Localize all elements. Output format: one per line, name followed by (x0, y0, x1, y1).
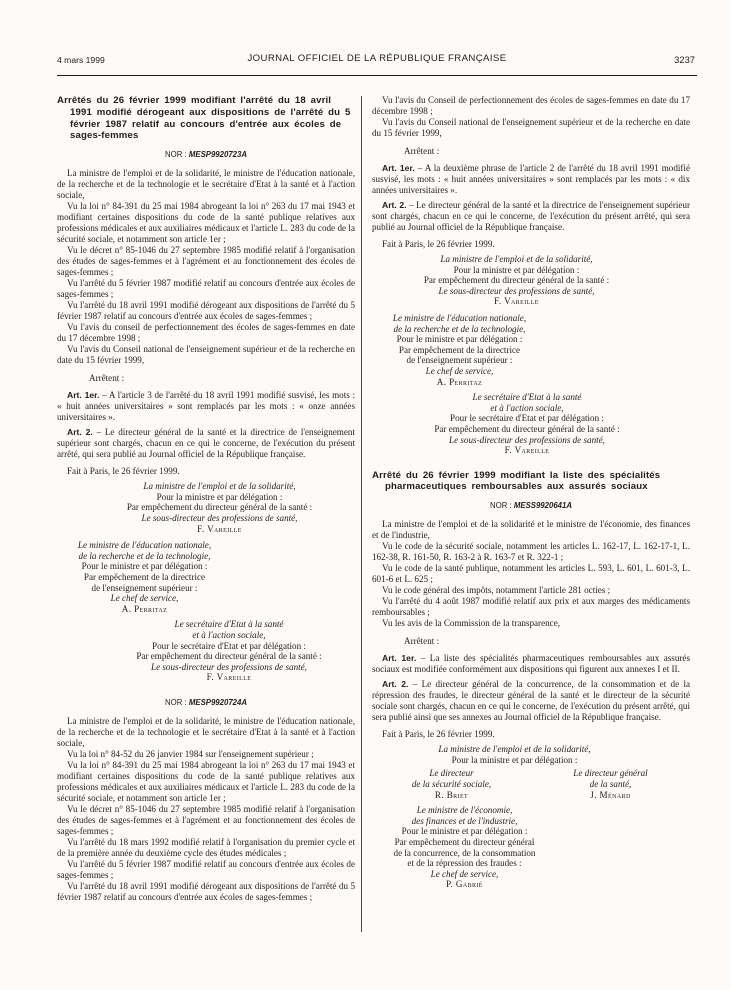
signature-line: Le chef de service, (110, 593, 179, 604)
article-text: – A la deuxième phrase de l'article 2 de l'arrêté du 18 avril 1991 modifié susvisé, les mots : « huit années universitaires » sont remplacés par les mots : « dix années universitaires ». (372, 163, 690, 195)
signer-name: P. Gabrié (446, 879, 483, 890)
column-divider-rule (361, 96, 362, 932)
paragraph: Vu l'arrêté du 5 février 1987 modifié relatif au concours d'entrée aux écoles de sages-femmes ; (57, 278, 355, 300)
signature-block-directeur-general-sante (531, 768, 690, 800)
signature-line: de la sécurité sociale, (411, 779, 492, 790)
article-2 (372, 679, 690, 723)
left-column (57, 95, 355, 903)
signature-line: et à l'action sociale, (490, 402, 564, 413)
nor-label: NOR : (490, 501, 512, 511)
signature-line: Pour le secrétaire d'Etat et par délégation : (152, 640, 306, 651)
signature-line: Pour la ministre et par délégation : (451, 754, 578, 765)
right-column (372, 95, 690, 890)
signer-name: F. Vareille (206, 672, 252, 683)
paragraph: Vu l'arrêté du 18 avril 1991 modifié dérogeant aux dispositions de l'arrêté du 5 février 1987 relatif au concours d'entrée aux écoles de sages-femmes ; (57, 300, 355, 322)
article-text: – Le directeur général de la santé et la directrice de l'enseignement supérieur sont chargés, chacun en ce qui le concerne, de l'exécution du présent arrêté, qui sera publié au Journal officiel de la République française. (372, 200, 691, 232)
article-label: Art. 1er. (67, 390, 100, 401)
signature-line: Le ministre de l'économie, (416, 805, 513, 816)
paragraph: Vu l'avis du Conseil national de l'enseignement supérieur et de la recherche en date du 15 février 1999, (57, 344, 355, 366)
signature-line: Pour le ministre et par délégation : (401, 826, 528, 837)
signature-line: La ministre de l'emploi et de la solidarité, (438, 744, 591, 755)
arrete-b-nor-line (57, 697, 355, 708)
signature-block-secretaire-etat (109, 619, 349, 683)
signer-name: A. Perritaz (436, 376, 483, 387)
signature-line: Par empêchement du directeur général de la santé : (434, 423, 620, 434)
fait-line: Fait à Paris, le 26 février 1999. (382, 239, 495, 249)
paragraph: Vu la loi n° 84-52 du 26 janvier 1984 sur l'enseignement supérieur ; (67, 748, 314, 759)
signature-line: de la santé, (589, 779, 632, 790)
arretent-heading: Arrêtent : (89, 373, 125, 384)
signature-line: Le secrétaire d'Etat à la santé (174, 619, 284, 630)
paragraph: Vu l'avis du conseil de perfectionnement des écoles de sages-femmes en date du 17 décembre 1998 ; (57, 322, 355, 344)
paragraph: La ministre de l'emploi et de la solidarité et le ministre de l'économie, des finances et de l'industrie, (372, 519, 690, 541)
article-label: Art. 1er. (382, 653, 417, 664)
signature-line: Le sous-directeur des professions de santé, (151, 661, 307, 672)
signer-name: F. Vareille (197, 523, 242, 534)
paragraph: Vu le décret n° 85-1046 du 27 septembre 1985 modifié relatif à l'organisation des études de sages-femmes et à l'agrément et au fonctionnement des écoles de sages-femmes ; (57, 803, 355, 836)
signature-block-ministre-emploi (394, 254, 639, 307)
signature-line: Pour le ministre et par délégation : (396, 334, 523, 345)
signature-block-ministre-education (57, 540, 232, 614)
signature-block-ministre-emploi (392, 744, 637, 765)
article-text: – A l'article 3 de l'arrêté du 18 avril 1991 modifié susvisé, les mots : « huit années universitaires » sont remplacés par les mots : « onze années universitaires ». (57, 390, 355, 423)
signature-line: Le secrétaire d'Etat à la santé (472, 392, 582, 403)
article-1 (372, 653, 690, 675)
signature-line: de l'enseignement supérieur : (91, 582, 198, 593)
signer-name: J. Ménard (590, 789, 631, 800)
paragraph: Vu le code de la sécurité sociale, notamment les articles L. 162-17, L. 162-17-1, L. 162-38, R. 161-50, R. 163-2 à R. 163-7 et R. 322-1 ; (372, 541, 690, 563)
signature-line: Pour la ministre et par délégation : (156, 491, 283, 502)
journal-title: JOURNAL OFFICIEL DE LA RÉPUBLIQUE FRANÇAISE (247, 53, 507, 64)
signature-block-secretaire-etat (407, 392, 647, 456)
signature-line: Le sous-directeur des professions de santé, (141, 512, 298, 523)
signature-line: de l'enseignement supérieur : (406, 355, 513, 366)
article-text: – Le directeur général de la concurrence, de la consommation et de la répression des fraudes, le directeur général de la santé et le directeur de la sécurité sociale sont chargés, chacun en ce qui le concerne, de l'exécution du présent arrêté, qui sera publié ainsi que ses annexes au Journal officiel de la République française. (372, 679, 691, 723)
signature-line: Par empêchement du directeur général de la santé : (136, 651, 322, 662)
signature-line: de la recherche et de la technologie, (78, 550, 211, 561)
signature-block-ministre-economie (372, 805, 557, 890)
header-date: 4 mars 1999 (57, 55, 105, 65)
signature-line: Par empêchement du directeur général de la santé : (126, 502, 313, 513)
signature-line: Pour le ministre et par délégation : (81, 561, 208, 572)
nor-code: MESS9920641A (513, 501, 572, 511)
signature-line: Le sous-directeur des professions de santé, (449, 434, 605, 445)
signer-name: R. Briet (434, 789, 469, 800)
article-label: Art. 2. (382, 200, 407, 210)
paragraph: Vu la loi n° 84-391 du 25 mai 1984 abrogeant la loi n° 263 du 17 mai 1943 et modifiant certaines dispositions du code de la santé publique relatives aux professions médicales et aux auxiliaires médicaux et l'article L. 283 du code de la sécurité sociale, et notamment son article 1er ; (57, 201, 355, 245)
signature-block-ministre-education (372, 313, 547, 387)
signer-name: A. Perritaz (121, 603, 168, 614)
paragraph: Vu l'arrêté du 5 février 1987 modifié relatif au concours d'entrée aux écoles de sages-femmes ; (57, 858, 355, 880)
signer-name: F. Vareille (504, 445, 550, 456)
paragraph: La ministre de l'emploi et de la solidarité, le ministre de l'éducation nationale, de la recherche et de la technologie et le secrétaire d'Etat à la santé et à l'action sociale, (57, 715, 355, 748)
paragraph: Vu l'arrêté du 4 août 1987 modifié relatif aux prix et aux marges des médicaments remboursables ; (372, 596, 690, 618)
signature-line: Par empêchement du directeur général (394, 837, 535, 848)
paragraph: Vu le code de la santé publique, notamment les articles L. 593, L. 601, L. 601-3, L. 601-6 et L. 625 ; (372, 563, 690, 585)
signature-line: de la concurrence, de la consommation (393, 847, 536, 858)
paragraph: Vu l'avis du Conseil national de l'enseignement supérieur et de la recherche en date du 15 février 1999, (372, 117, 690, 138)
signature-line: Pour la ministre et par délégation : (453, 264, 580, 275)
article-label: Art. 2. (382, 679, 409, 690)
signature-block-directeur-securite-sociale (372, 768, 531, 800)
signature-line: de la recherche et de la technologie, (393, 323, 526, 334)
signature-line: La ministre de l'emploi et de la solidarité, (440, 254, 593, 264)
fait-line: Fait à Paris, le 26 février 1999. (67, 466, 180, 477)
signature-block-ministre-emploi (97, 481, 342, 534)
signature-line: Par empêchement du directeur général de la santé : (423, 275, 610, 286)
signature-line: Le sous-directeur des professions de santé, (438, 285, 595, 296)
article-label: Art. 1er. (382, 163, 415, 173)
paragraph: La ministre de l'emploi et de la solidarité, le ministre de l'éducation nationale, de la recherche et de la technologie et le secrétaire d'Etat à la santé et à l'action sociale, (57, 168, 355, 201)
signature-line: Le ministre de l'éducation nationale, (392, 312, 527, 323)
paragraph: Vu la loi n° 84-391 du 25 mai 1984 abrogeant la loi n° 263 du 17 mai 1943 et modifiant certaines dispositions du code de la santé publique relatives aux professions médicales et aux auxiliaires médicaux et l'article L. 283 du code de la sécurité sociale, et notamment son article 1er ; (57, 759, 355, 803)
article-1 (372, 163, 690, 196)
signature-line: Le ministre de l'éducation nationale, (77, 540, 212, 551)
header-rule (57, 75, 697, 76)
article-text: – Le directeur général de la santé et la directrice de l'enseignement supérieur sont chargés, chacun en ce qui le concerne, de l'exécution du présent arrêté, qui sera publié au Journal officiel de la République française. (57, 427, 355, 460)
signature-line: Le directeur général (573, 768, 648, 779)
signature-line: Le directeur (429, 768, 474, 779)
arrete-a-title: Arrêtés du 26 février 1999 modifiant l'arrêté du 18 avril 1991 modifié dérogeant aux dispositions de l'arrêté du 5 février 1987 relatif au concours d'entrée aux écoles de sages-femmes (57, 95, 351, 142)
signature-line: et à l'action sociale, (192, 629, 266, 640)
page-header (57, 53, 697, 67)
paragraph: Vu l'avis du Conseil de perfectionnement des écoles de sages-femmes en date du 17 décembre 1998 ; (372, 95, 690, 116)
arretent-heading: Arrêtent : (404, 636, 440, 647)
signature-line: des finances et de l'industrie, (411, 815, 518, 826)
signature-line: La ministre de l'emploi et de la solidarité, (143, 481, 296, 492)
paragraph: Vu l'arrêté du 18 mars 1992 modifié relatif à l'organisation du premier cycle et de la première année du deuxième cycle des études médicales ; (57, 836, 355, 858)
nor-code: MESP9920724A (188, 697, 247, 707)
paragraph: Vu le code général des impôts, notamment l'article 281 octies ; (382, 585, 611, 596)
signature-line: Par empêchement de la directrice (398, 344, 521, 355)
paragraph: Vu les avis de la Commission de la transparence, (382, 618, 560, 629)
arretent-heading: Arrêtent : (404, 146, 440, 156)
article-label: Art. 2. (67, 427, 93, 438)
signature-line: Le chef de service, (425, 365, 494, 376)
arrete-c-title: Arrêté du 26 février 1999 modifiant la liste des spécialités pharmaceutiques remboursables aux assurés sociaux (372, 469, 661, 493)
article-1 (57, 390, 355, 423)
article-2 (57, 427, 355, 460)
article-text: – La liste des spécialités pharmaceutiques remboursables aux assurés sociaux est modifiée conformément aux dispositions qui figurent aux annexes I et II. (372, 653, 690, 675)
paragraph: Vu le décret n° 85-1046 du 27 septembre 1985 modifié relatif à l'organisation des études de sages-femmes et à l'agrément et au fonctionnement des écoles de sages-femmes ; (57, 245, 355, 278)
nor-code: MESP9920723A (188, 150, 247, 160)
signature-line: Pour le secrétaire d'Etat et par délégation : (450, 413, 604, 424)
signature-columns (372, 768, 690, 800)
arrete-a-nor-line (57, 149, 355, 160)
page-number: 3237 (674, 54, 695, 65)
signature-line: et de la répression des fraudes : (407, 858, 522, 869)
signature-line: Le chef de service, (430, 868, 499, 879)
nor-label: NOR : (165, 150, 187, 160)
paragraph: Vu l'arrêté du 18 avril 1991 modifié dérogeant aux dispositions de l'arrêté du 5 février 1987 relatif au concours d'entrée aux écoles de sages-femmes ; (57, 880, 355, 902)
signer-name: F. Vareille (494, 296, 539, 307)
nor-label: NOR : (165, 697, 187, 707)
arrete-c-nor-line (372, 500, 690, 511)
fait-line: Fait à Paris, le 26 février 1999. (382, 729, 495, 740)
article-2 (372, 200, 690, 233)
signature-line: Par empêchement de la directrice (83, 571, 206, 582)
